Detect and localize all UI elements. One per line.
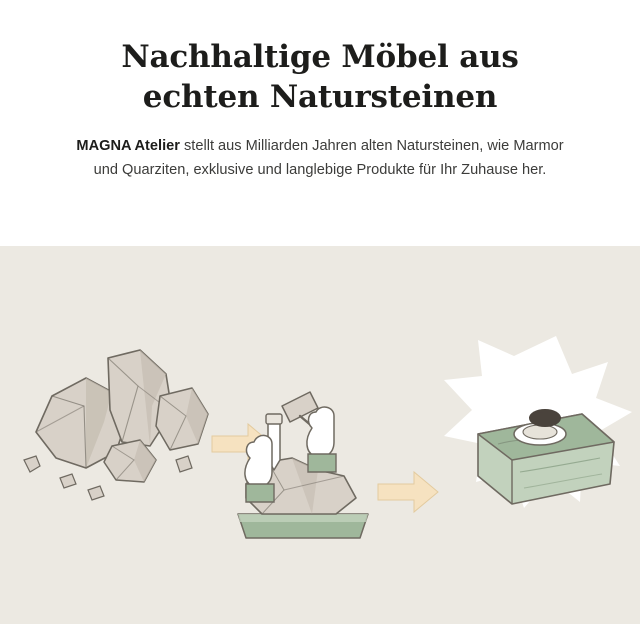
page-title: [52, 38, 588, 117]
process-illustration-band: [0, 246, 640, 624]
left-hand: [245, 435, 274, 502]
right-hand: [307, 407, 336, 472]
page-title-line-2: echten Natursteinen: [142, 78, 498, 115]
process-illustration-svg: [0, 246, 640, 624]
page-title-line-1: Nachhaltige Möbel aus: [121, 39, 519, 75]
bottom-strip: [0, 624, 640, 640]
intro-paragraph-text: stellt aus Milliarden Jahren alten Natursteinen, wie Marmor und Quarziten, exklusive und langlebige Produkte für Ihr Zuhause her.: [93, 138, 564, 178]
raw-stone-step: [24, 350, 208, 500]
intro-paragraph: [75, 135, 565, 182]
brand-name: MAGNA Atelier: [76, 138, 180, 155]
intro-section: [0, 0, 640, 246]
craft-step: [238, 392, 368, 538]
process-illustration: [0, 246, 640, 624]
product-step: [444, 336, 632, 508]
arrow-two: [378, 472, 438, 512]
